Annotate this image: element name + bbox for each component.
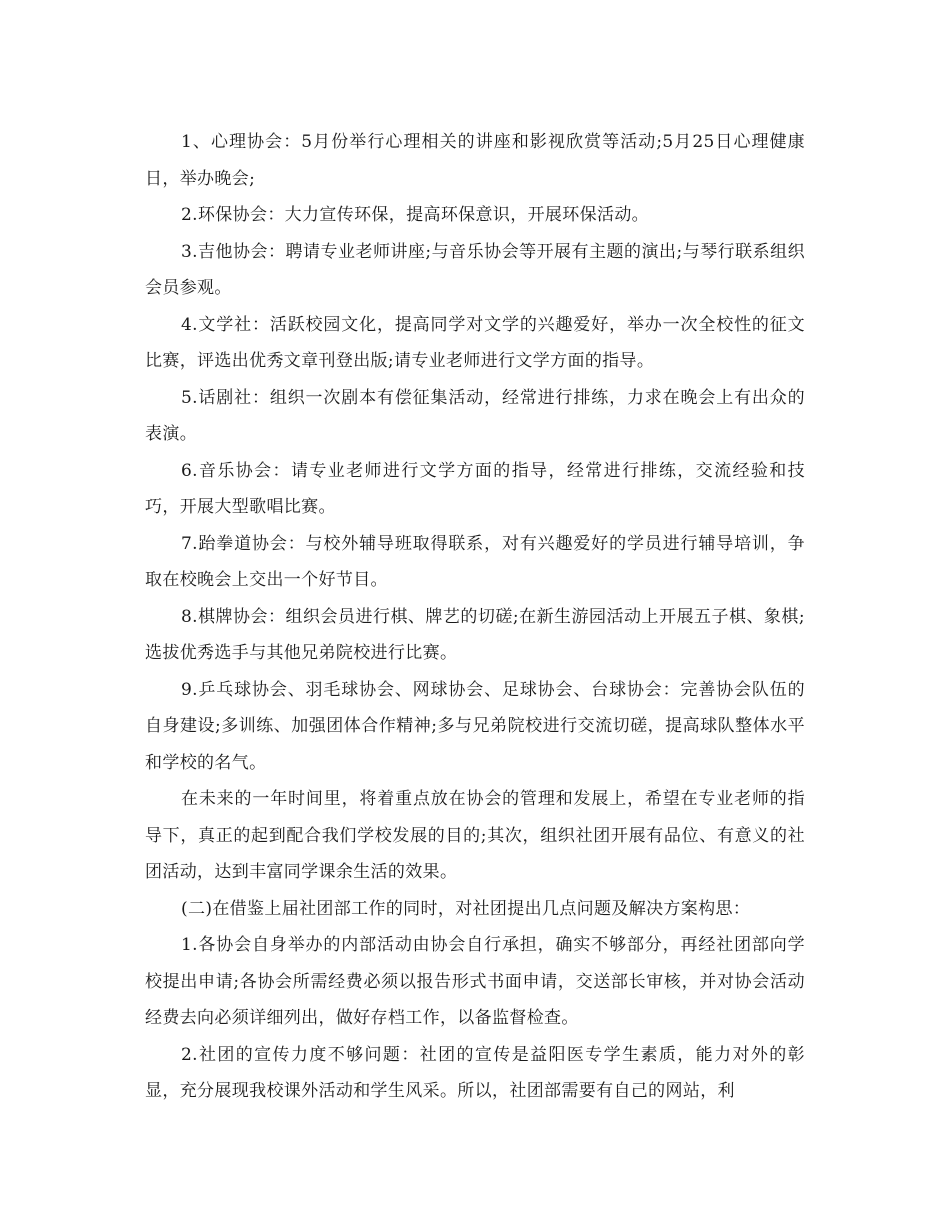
paragraph-ball-sports-associations: 9.乒乓球协会、羽毛球协会、网球协会、足球协会、台球协会：完善协会队伍的自身建设;多训练、加强团体合作精神;多与兄弟院校进行交流切磋，提高球队整体水平和学校的名气。: [145, 679, 805, 773]
paragraph-music-association: 6.音乐协会：请专业老师进行文学方面的指导，经常进行排练，交流经验和技巧，开展大型歌唱比赛。: [145, 460, 805, 517]
paragraph-literature-society: 4.文学社：活跃校园文化，提高同学对文学的兴趣爱好，举办一次全校性的征文比赛，评选出优秀文章刊登出版;请专业老师进行文学方面的指导。: [145, 314, 805, 371]
document-body: [145, 124, 805, 1110]
paragraph-future-plan: 在未来的一年时间里，将着重点放在协会的管理和发展上，希望在专业老师的指导下，真正的起到配合我们学校发展的目的;其次，组织社团开展有品位、有意义的社团活动，达到丰富同学课余生活的效果。: [145, 789, 805, 882]
paragraph-taekwondo-association: 7.跆拳道协会：与校外辅导班取得联系，对有兴趣爱好的学员进行辅导培训，争取在校晚会上交出一个好节目。: [145, 533, 805, 590]
paragraph-funding-issue: 1.各协会自身举办的内部活动由协会自行承担，确实不够部分，再经社团部向学校提出申请;各协会所需经费必须以报告形式书面申请，交送部长审核，并对协会活动经费去向必须详细列出，做好存档工作，以备监督检查。: [145, 935, 805, 1028]
paragraph-chess-card-association: 8.棋牌协会：组织会员进行棋、牌艺的切磋;在新生游园活动上开展五子棋、象棋;选拔优秀选手与其他兄弟院校进行比赛。: [145, 606, 805, 663]
paragraph-environmental-association: 2.环保协会：大力宣传环保，提高环保意识，开展环保活动。: [181, 205, 650, 225]
section-heading-problems-solutions: (二)在借鉴上届社团部工作的同时，对社团提出几点问题及解决方案构思：: [181, 898, 751, 919]
paragraph-drama-society: 5.话剧社：组织一次剧本有偿征集活动，经常进行排练，力求在晚会上有出众的表演。: [145, 387, 805, 444]
paragraph-publicity-issue: 2.社团的宣传力度不够问题：社团的宣传是益阳医专学生素质，能力对外的彰显，充分展现我校课外活动和学生风采。所以，社团部需要有自己的网站，利: [145, 1044, 805, 1101]
paragraph-guitar-association: 3.吉他协会：聘请专业老师讲座;与音乐协会等开展有主题的演出;与琴行联系组织会员参观。: [145, 241, 805, 298]
paragraph-psychology-association: 1、心理协会：5月份举行心理相关的讲座和影视欣赏等活动;5月25日心理健康日，举办晚会;: [145, 132, 805, 189]
